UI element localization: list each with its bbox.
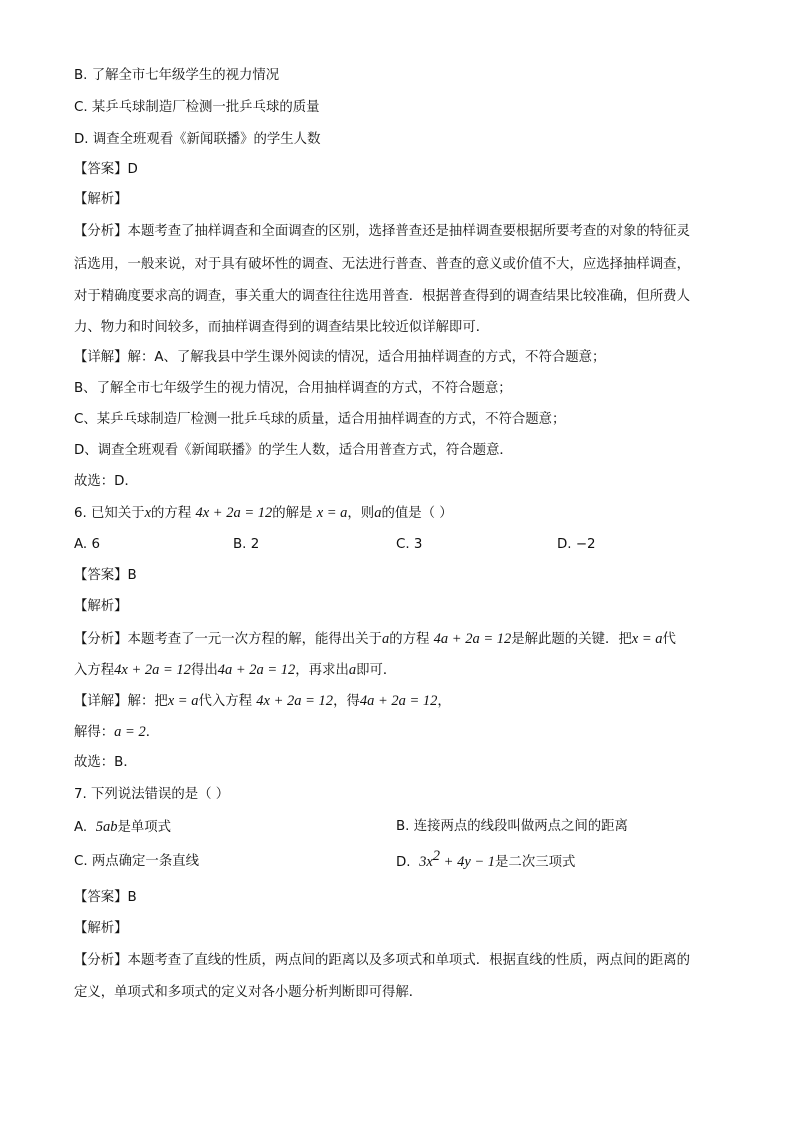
q6-fenxi-equation: x = a <box>631 631 663 647</box>
q6-var-x: x <box>144 505 152 521</box>
q5-choice: 故选：D． <box>74 474 138 489</box>
q6-stem-text: 的方程 <box>151 506 192 521</box>
q7-option-expr <box>419 848 496 870</box>
q6-analysis-heading: 【解析】 <box>74 599 128 614</box>
q6-detail-line-2 <box>74 723 159 742</box>
q5-fenxi-line-3: 对于精确度要求高的调查，事关重大的调查往往选用普查．根据普查得到的调查结果比较准确，但所费人 <box>74 289 690 304</box>
q6-fenxi-equation: 4x + 2a = 12 <box>114 662 191 678</box>
q6-fenxi-line-1 <box>74 630 676 649</box>
q5-option-d: D. 调查全班观看《新闻联播》的学生人数 <box>74 132 321 147</box>
q6-option-d: D. −2 <box>557 537 596 552</box>
q6-fenxi-text: ，再求出 <box>295 663 349 678</box>
q7-fenxi-line-2: 定义，单项式和多项式的定义对各小题分析判断即可得解． <box>74 985 423 1000</box>
q7-option-expr: 5ab <box>95 819 118 835</box>
q6-fenxi-text: 【分析】本题考查了一元一次方程的解，能得出关于 <box>74 632 382 647</box>
q6-detail-equation: 4x + 2a = 12 <box>256 693 334 709</box>
q6-detail-equation: 4a + 2a = 12 <box>359 693 438 709</box>
q5-detail-line-4: D、调查全班观看《新闻联播》的学生人数，适合用普查方式，符合题意． <box>74 443 513 458</box>
q5-option-b: B. 了解全市七年级学生的视力情况 <box>74 68 280 83</box>
q7-expr-exponent: 2 <box>432 848 441 864</box>
q6-stem <box>74 504 453 523</box>
q6-fenxi-text: 是解此题的关键．把 <box>511 632 632 647</box>
q6-fenxi-var: a <box>348 662 357 678</box>
q6-answer: 【答案】B <box>74 568 137 583</box>
q6-option-a: A. 6 <box>74 537 100 552</box>
q6-detail-text: ，得 <box>333 694 360 709</box>
q5-fenxi-line-4: 力、物力和时间较多，而抽样调查得到的调查结果比较近似详解即可． <box>74 320 490 335</box>
q5-fenxi-line-1: 【分析】本题考查了抽样调查和全面调查的区别，选择普查还是抽样调查要根据所要考查的对象的特征灵 <box>74 224 690 239</box>
q7-option-text: 是二次三项式 <box>495 855 576 870</box>
q6-fenxi-equation: 4a + 2a = 12 <box>217 662 296 678</box>
q6-fenxi-text: 得出 <box>190 663 218 678</box>
q5-option-c: C. 某乒乓球制造厂检测一批乒乓球的质量 <box>74 100 320 115</box>
q6-detail-text: 【详解】解：把 <box>74 694 168 709</box>
q6-fenxi-text: 代 <box>662 632 676 647</box>
q6-detail-text: ， <box>437 694 451 709</box>
q6-fenxi-text: 即可． <box>356 663 397 678</box>
q7-fenxi-line-1: 【分析】本题考查了直线的性质，两点间的距离以及多项式和单项式．根据直线的性质，两点间的距离的 <box>74 953 690 968</box>
q6-fenxi-text: 入方程 <box>74 663 115 678</box>
q6-var-a: a <box>374 505 382 521</box>
q6-equation: 4x + 2a = 12 <box>195 505 273 521</box>
q6-detail-text: 解得： <box>74 725 115 740</box>
q7-stem: 7. 下列说法错误的是（ ） <box>74 787 230 802</box>
q6-stem-text: 6. 已知关于 <box>74 506 145 521</box>
q5-answer: 【答案】D <box>74 162 138 177</box>
q7-expr-part: 3x <box>419 854 433 870</box>
q5-detail-line-2: B、了解全市七年级学生的视力情况，合用抽样调查的方式，不符合题意； <box>74 381 512 396</box>
q5-detail-line-1: 【详解】解：A、了解我县中学生课外阅读的情况，适合用抽样调查的方式，不符合题意； <box>74 350 606 365</box>
q6-stem-text: 的值是（ ） <box>381 506 453 521</box>
q6-detail-line-1 <box>74 692 451 711</box>
q7-option-a <box>74 818 171 837</box>
q6-equation: x = a <box>316 505 348 521</box>
q7-option-b: B. 连接两点的线段叫做两点之间的距离 <box>396 819 628 834</box>
q6-fenxi-equation: 4a + 2a = 12 <box>433 631 512 647</box>
q6-option-c: C. 3 <box>396 537 423 552</box>
q7-option-text: 是单项式 <box>117 820 172 835</box>
q7-option-d <box>396 848 576 872</box>
q6-stem-text: ，则 <box>347 506 375 521</box>
q7-option-c: C. 两点确定一条直线 <box>74 854 199 869</box>
q7-option-label: D. <box>396 855 411 870</box>
q6-fenxi-line-2 <box>74 661 396 680</box>
q6-detail-text: ． <box>145 725 160 740</box>
q5-fenxi-line-2: 活选用，一般来说，对于具有破坏性的调查、无法进行普查、普查的意义或价值不大，应选择抽样调查， <box>74 257 690 272</box>
q6-stem-text: 的解是 <box>272 506 313 521</box>
q7-analysis-heading: 【解析】 <box>74 921 128 936</box>
q7-answer: 【答案】B <box>74 890 137 905</box>
q6-option-b: B. 2 <box>233 537 260 552</box>
q6-fenxi-var: a <box>381 631 390 647</box>
q5-detail-line-3: C、某乒乓球制造厂检测一批乒乓球的质量，适合用抽样调查的方式，不符合题意； <box>74 412 566 427</box>
q6-detail-equation: a = 2 <box>114 724 146 740</box>
q6-fenxi-text: 的方程 <box>389 632 430 647</box>
q6-detail-equation: x = a <box>167 693 199 709</box>
q7-option-label: A. <box>74 820 88 835</box>
q6-detail-text: 代入方程 <box>198 694 253 709</box>
q5-analysis-heading: 【解析】 <box>74 192 128 207</box>
q6-choice: 故选：B． <box>74 755 137 770</box>
q7-expr-part: + 4y − 1 <box>440 854 496 870</box>
